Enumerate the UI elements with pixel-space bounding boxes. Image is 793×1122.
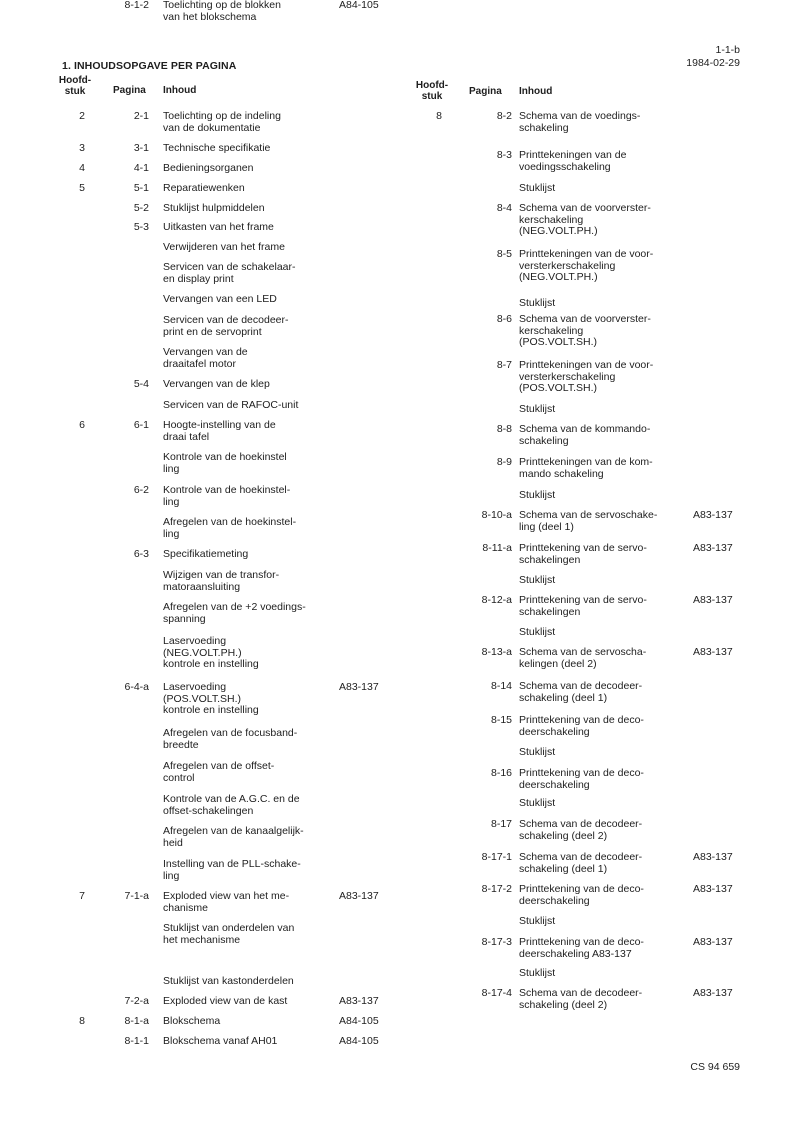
- entry-title: [163, 262, 296, 285]
- entry-title-line: en display print: [163, 272, 234, 285]
- entry-title: [519, 314, 651, 349]
- entry-title: [519, 715, 644, 738]
- entry-title-line: Vervangen van de klep: [163, 378, 270, 390]
- entry-title: [519, 249, 653, 284]
- footer-code: CS 94 659: [690, 1061, 740, 1073]
- entry-title-line: Schema van de voorverster-: [519, 313, 651, 325]
- page-number: 8-9: [496, 456, 512, 468]
- entry-title-line: Exploded view van het me-: [163, 890, 290, 902]
- drawing-ref: A83-137: [339, 681, 379, 693]
- entry-title-line: schakeling (deel 2): [519, 829, 608, 842]
- entry-title-line: kontrole en instelling: [163, 704, 259, 716]
- entry-title-line: Blokschema: [163, 1015, 221, 1027]
- page-number: 8-14: [490, 680, 512, 692]
- page-number: 5-4: [133, 378, 149, 390]
- entry-title-line: Stuklijst: [519, 797, 556, 809]
- chapter-number: 3: [79, 142, 85, 154]
- page-ref: 1-1-b: [715, 44, 740, 56]
- entry-title-line: ling: [163, 527, 180, 540]
- drawing-ref: A83-137: [339, 890, 379, 902]
- page-number: 8-10-a: [481, 509, 512, 521]
- page-number: 6-4-a: [124, 681, 149, 693]
- entry-title-line: deerschakeling A83-137: [519, 947, 632, 960]
- entry-title: [519, 852, 642, 875]
- drawing-ref: A83-137: [693, 542, 733, 554]
- entry-title-line: offset-schakelingen: [163, 804, 254, 817]
- entry-title-line: voedingsschakeling: [519, 160, 611, 173]
- entry-title: [163, 636, 259, 671]
- entry-title: [519, 937, 644, 960]
- entry-title-line: Printtekeningen van de: [519, 149, 627, 161]
- drawing-ref: A84-105: [339, 1035, 379, 1047]
- page-number: 8-1-2: [124, 0, 149, 11]
- entry-title: [519, 798, 555, 810]
- entry-title-line: heid: [163, 836, 183, 849]
- drawing-ref: A83-137: [693, 883, 733, 895]
- entry-title-line: Printtekeningen van de voor-: [519, 359, 654, 371]
- entry-title-line: (NEG.VOLT.PH.): [519, 225, 598, 237]
- entry-title: [163, 294, 277, 306]
- entry-title: [163, 452, 287, 475]
- entry-title-line: Schema van de servoscha-: [519, 646, 647, 658]
- drawing-ref: A83-137: [693, 646, 733, 658]
- entry-title-line: matoraansluiting: [163, 580, 241, 593]
- entry-title-line: schakeling: [519, 121, 569, 134]
- entry-title-line: Stuklijst: [519, 574, 556, 586]
- entry-title: [163, 794, 300, 817]
- entry-title-line: Stuklijst: [519, 182, 556, 194]
- entry-title-line: Afregelen van de offset-: [163, 760, 275, 772]
- entry-title: [519, 490, 555, 502]
- entry-title-line: Schema van de decodeer-: [519, 680, 643, 692]
- entry-title-line: Blokschema vanaf AH01: [163, 1035, 278, 1047]
- entry-title: [163, 222, 274, 234]
- entry-title-line: Schema van de decodeer-: [519, 987, 643, 999]
- entry-title-line: deerschakeling: [519, 778, 590, 791]
- entry-title-line: ling: [163, 462, 180, 475]
- entry-title: [163, 315, 289, 338]
- entry-title-line: Servicen van de RAFOC-unit: [163, 399, 299, 411]
- entry-title: [519, 543, 647, 566]
- entry-title: [163, 826, 304, 849]
- right-header-pagina: Pagina: [469, 86, 502, 97]
- entry-title-line: Instelling van de PLL-schake-: [163, 858, 301, 870]
- page-number: 8-7: [496, 359, 512, 371]
- page-number: 3-1: [133, 142, 149, 154]
- entry-title-line: Stuklijst: [519, 489, 556, 501]
- entry-title: [519, 575, 555, 587]
- entry-title: [519, 424, 650, 447]
- entry-title-line: Printtekening van de deco-: [519, 883, 644, 895]
- page-number: 8-17-1: [481, 851, 512, 863]
- page-number: 6-1: [133, 419, 149, 431]
- entry-title-line: Kontrole van de hoekinstel-: [163, 484, 291, 496]
- entry-title: [163, 570, 279, 593]
- entry-title-line: Vervangen van een LED: [163, 293, 277, 305]
- entry-title: [519, 203, 651, 238]
- entry-title-line: Specifikatiemeting: [163, 548, 249, 560]
- drawing-ref: A83-137: [693, 594, 733, 606]
- entry-title-line: Afregelen van de hoekinstel-: [163, 516, 297, 528]
- entry-title: [163, 163, 254, 175]
- page-number: 8-8: [496, 423, 512, 435]
- entry-title: [163, 111, 281, 134]
- chapter-number: 5: [79, 182, 85, 194]
- entry-title: [163, 143, 270, 155]
- entry-title: [163, 1036, 277, 1048]
- entry-title-line: Wijzigen van de transfor-: [163, 569, 280, 581]
- entry-title: [519, 111, 640, 134]
- entry-title: [519, 916, 555, 928]
- drawing-ref: A84-105: [339, 1015, 379, 1027]
- entry-title: [163, 0, 281, 23]
- entry-title: [163, 183, 245, 195]
- entry-title: [519, 627, 555, 639]
- drawing-ref: A84-105: [339, 0, 379, 11]
- entry-title-line: ling (deel 1): [519, 520, 574, 533]
- page-number: 8-15: [490, 714, 512, 726]
- entry-title-line: Stuklijst hulpmiddelen: [163, 202, 265, 214]
- entry-title-line: Afregelen van de +2 voedings-: [163, 601, 306, 613]
- entry-title: [163, 549, 248, 561]
- drawing-ref: A83-137: [693, 509, 733, 521]
- page-title: 1. INHOUDSOPGAVE PER PAGINA: [62, 60, 237, 72]
- page-number: 8-2: [496, 110, 512, 122]
- chapter-number: 7: [79, 890, 85, 902]
- entry-title-line: Printtekening van de deco-: [519, 714, 644, 726]
- entry-title-line: schakelingen: [519, 553, 581, 566]
- page-number: 8-6: [496, 313, 512, 325]
- page-number: 8-1-1: [124, 1035, 149, 1047]
- page-number: 8-1-a: [124, 1015, 149, 1027]
- page-number: 7-1-a: [124, 890, 149, 902]
- entry-title: [519, 968, 555, 980]
- entry-title-line: versterkerschakeling: [519, 370, 616, 383]
- page-date: 1984-02-29: [686, 57, 740, 69]
- entry-title-line: (POS.VOLT.SH.): [519, 336, 597, 348]
- entry-title: [519, 988, 642, 1011]
- entry-title-line: control: [163, 771, 195, 784]
- entry-title: [519, 298, 555, 310]
- left-header-hoofdstuk: Hoofd- stuk: [58, 75, 92, 97]
- page-number: 5-1: [133, 182, 149, 194]
- entry-title: [519, 884, 644, 907]
- entry-title-line: schakeling (deel 1): [519, 691, 608, 704]
- entry-title-line: Stuklijst: [519, 626, 556, 638]
- chapter-number: 2: [79, 110, 85, 122]
- entry-title-line: het mechanisme: [163, 933, 241, 946]
- entry-title: [519, 510, 657, 533]
- entry-title-line: Stuklijst: [519, 746, 556, 758]
- entry-title: [163, 347, 248, 370]
- entry-title-line: Schema van de decodeer-: [519, 818, 643, 830]
- entry-title-line: Schema van de voedings-: [519, 110, 641, 122]
- entry-title-line: Kontrole van de A.G.C. en de: [163, 793, 300, 805]
- page-number: 8-3: [496, 149, 512, 161]
- entry-title-line: Reparatiewenken: [163, 182, 245, 194]
- page-number: 8-12-a: [481, 594, 512, 606]
- entry-title-line: Afregelen van de kanaalgelijk-: [163, 825, 304, 837]
- entry-title-line: Schema van de voorverster-: [519, 202, 651, 214]
- entry-title: [163, 891, 289, 914]
- entry-title-line: (NEG.VOLT.PH.): [163, 646, 242, 659]
- chapter-number: 6: [79, 419, 85, 431]
- entry-title: [163, 761, 274, 784]
- entry-title-line: schakeling (deel 2): [519, 998, 608, 1011]
- entry-title-line: kerschakeling: [519, 213, 584, 226]
- entry-title-line: schakeling: [519, 434, 569, 447]
- page-number: 6-3: [133, 548, 149, 560]
- left-header-pagina: Pagina: [113, 85, 146, 96]
- entry-title: [163, 203, 265, 215]
- entry-title-line: chanisme: [163, 901, 208, 914]
- page-number: 8-16: [490, 767, 512, 779]
- entry-title-line: ling: [163, 495, 180, 508]
- left-header-inhoud: Inhoud: [163, 85, 197, 96]
- page-number: 8-17-2: [481, 883, 512, 895]
- entry-title-line: Stuklijst van onderdelen van: [163, 922, 295, 934]
- right-header-hoofdstuk: Hoofd- stuk: [415, 80, 449, 102]
- entry-title: [163, 859, 301, 882]
- entry-title: [163, 400, 298, 412]
- entry-title: [163, 976, 294, 988]
- entry-title-line: Printtekening van de servo-: [519, 542, 647, 554]
- entry-title-line: van de dokumentatie: [163, 121, 261, 134]
- entry-title-line: print en de servoprint: [163, 325, 262, 338]
- drawing-ref: A83-137: [693, 987, 733, 999]
- entry-title-line: schakeling (deel 1): [519, 862, 608, 875]
- entry-title-line: Schema van de decodeer-: [519, 851, 643, 863]
- entry-title: [163, 517, 296, 540]
- entry-title-line: van het blokschema: [163, 10, 257, 23]
- entry-title: [163, 602, 306, 625]
- entry-title-line: Stuklijst: [519, 967, 556, 979]
- entry-title-line: (POS.VOLT.SH.): [163, 692, 241, 705]
- page-number: 8-4: [496, 202, 512, 214]
- page-number: 8-17: [490, 818, 512, 830]
- entry-title-line: Stuklijst van kastonderdelen: [163, 975, 294, 987]
- entry-title: [519, 768, 644, 791]
- entry-title-line: breedte: [163, 738, 199, 751]
- entry-title: [519, 150, 626, 173]
- entry-title: [519, 457, 653, 480]
- entry-title-line: Stuklijst: [519, 403, 556, 415]
- entry-title-line: Schema van de kommando-: [519, 423, 651, 435]
- entry-title: [519, 747, 555, 759]
- drawing-ref: A83-137: [339, 995, 379, 1007]
- entry-title-line: Uitkasten van het frame: [163, 221, 274, 233]
- entry-title-line: draai tafel: [163, 430, 210, 443]
- page-number: 4-1: [133, 162, 149, 174]
- entry-title-line: ling: [163, 869, 180, 882]
- entry-title-line: Printtekening van de deco-: [519, 767, 644, 779]
- page-number: 5-2: [133, 202, 149, 214]
- entry-title-line: versterkerschakeling: [519, 259, 616, 272]
- entry-title-line: Printtekening van de deco-: [519, 936, 644, 948]
- entry-title: [163, 485, 290, 508]
- entry-title-line: Toelichting op de indeling: [163, 110, 281, 122]
- entry-title-line: Afregelen van de focusband-: [163, 727, 298, 739]
- entry-title-line: Printtekeningen van de voor-: [519, 248, 654, 260]
- entry-title: [519, 183, 555, 195]
- page-number: 6-2: [133, 484, 149, 496]
- entry-title-line: Verwijderen van het frame: [163, 241, 285, 253]
- chapter-number: 8: [79, 1015, 85, 1027]
- entry-title-line: Exploded view van de kast: [163, 995, 288, 1007]
- entry-title: [163, 996, 287, 1008]
- entry-title: [519, 819, 642, 842]
- page-number: 8-5: [496, 248, 512, 260]
- entry-title: [519, 595, 647, 618]
- entry-title-line: Printtekening van de servo-: [519, 594, 647, 606]
- entry-title: [519, 360, 653, 395]
- entry-title: [519, 404, 555, 416]
- entry-title: [519, 647, 646, 670]
- page-number: 5-3: [133, 221, 149, 233]
- chapter-number: 8: [436, 110, 442, 122]
- page-number: 7-2-a: [124, 995, 149, 1007]
- page-number: 2-1: [133, 110, 149, 122]
- entry-title-line: spanning: [163, 612, 206, 625]
- drawing-ref: A83-137: [693, 851, 733, 863]
- entry-title: [163, 1016, 220, 1028]
- entry-title: [163, 728, 297, 751]
- entry-title: [163, 242, 285, 254]
- entry-title-line: Vervangen van de: [163, 346, 248, 358]
- entry-title: [163, 923, 294, 946]
- page-number: 8-17-4: [481, 987, 512, 999]
- entry-title-line: Toelichting op de blokken: [163, 0, 281, 11]
- drawing-ref: A83-137: [693, 936, 733, 948]
- entry-title-line: deerschakeling: [519, 894, 590, 907]
- entry-title-line: kelingen (deel 2): [519, 657, 597, 670]
- entry-title: [163, 420, 276, 443]
- entry-title-line: mando schakeling: [519, 467, 604, 480]
- entry-title-line: Printtekeningen van de kom-: [519, 456, 653, 468]
- page-number: 8-11-a: [482, 542, 512, 554]
- entry-title-line: (POS.VOLT.SH.): [519, 382, 597, 394]
- entry-title-line: Laservoeding: [163, 681, 227, 693]
- entry-title-line: Stuklijst: [519, 297, 556, 309]
- entry-title-line: draaitafel motor: [163, 357, 236, 370]
- entry-title-line: Hoogte-instelling van de: [163, 419, 276, 431]
- right-header-inhoud: Inhoud: [519, 86, 553, 97]
- entry-title-line: kerschakeling: [519, 324, 584, 337]
- entry-title-line: Stuklijst: [519, 915, 556, 927]
- entry-title: [519, 681, 642, 704]
- entry-title-line: (NEG.VOLT.PH.): [519, 271, 598, 283]
- entry-title-line: Schema van de servoschake-: [519, 509, 658, 521]
- entry-title-line: kontrole en instelling: [163, 658, 259, 670]
- entry-title-line: Bedieningsorganen: [163, 162, 254, 174]
- chapter-number: 4: [79, 162, 85, 174]
- page-number: 8-13-a: [481, 646, 512, 658]
- entry-title-line: Servicen van de decodeer-: [163, 314, 289, 326]
- entry-title-line: deerschakeling: [519, 725, 590, 738]
- entry-title-line: Kontrole van de hoekinstel: [163, 451, 287, 463]
- entry-title-line: schakelingen: [519, 605, 581, 618]
- entry-title-line: Technische specifikatie: [163, 142, 271, 154]
- page-number: 8-17-3: [481, 936, 512, 948]
- entry-title: [163, 682, 259, 717]
- entry-title-line: Servicen van de schakelaar-: [163, 261, 296, 273]
- entry-title: [163, 379, 270, 391]
- document-ref: [686, 44, 740, 70]
- entry-title-line: Laservoeding: [163, 635, 227, 647]
